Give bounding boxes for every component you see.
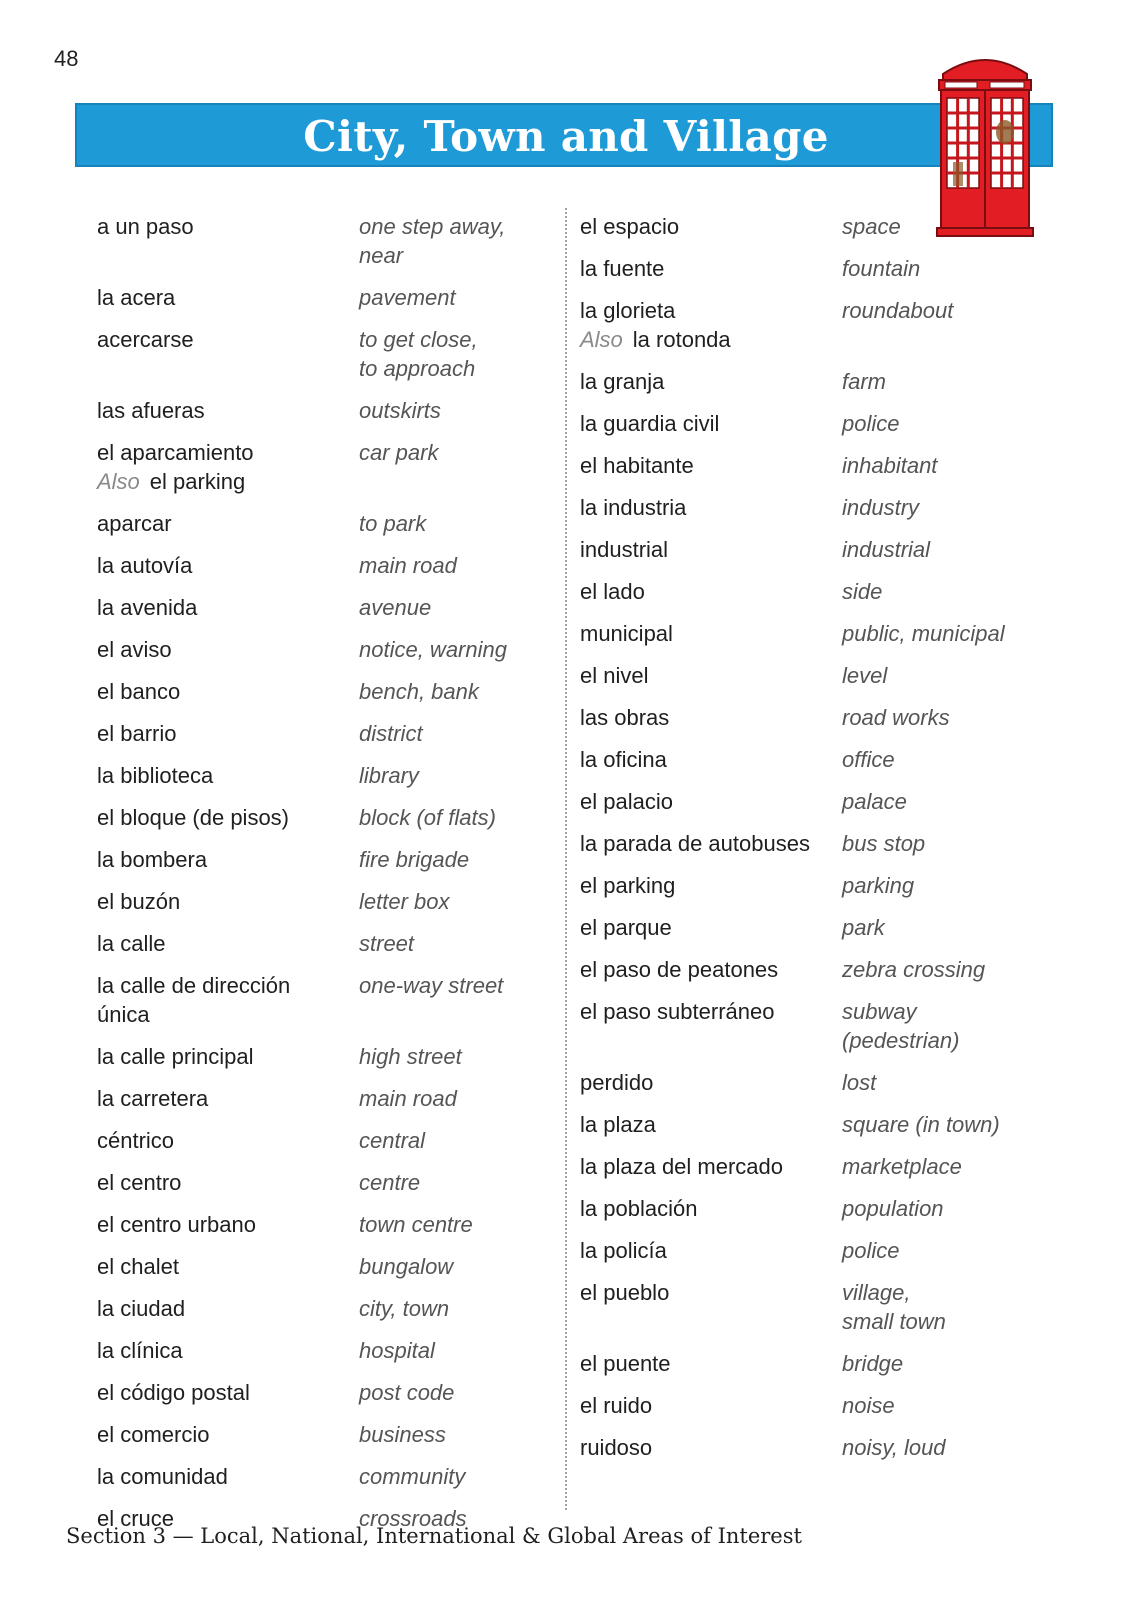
spanish-term — [580, 535, 842, 564]
spanish-term-text: el banco — [97, 679, 181, 704]
spanish-term — [580, 1433, 842, 1462]
english-translation: main road — [359, 553, 457, 578]
spanish-term — [97, 845, 359, 874]
spanish-term-text: acercarse — [97, 327, 194, 352]
english-translation: farm — [842, 369, 886, 394]
spanish-term — [580, 254, 842, 283]
spanish-term-text: la guardia civil — [580, 411, 720, 436]
english-translation: central — [359, 1128, 426, 1153]
vocab-entry — [97, 1420, 557, 1449]
spanish-term-text: el pueblo — [580, 1280, 670, 1305]
page-number: 48 — [54, 46, 79, 71]
english-translation: square (in town) — [842, 1112, 1000, 1137]
vocab-entry — [97, 761, 557, 790]
vocab-entry — [97, 887, 557, 916]
spanish-term-text: la avenida — [97, 595, 198, 620]
vocab-column-right — [580, 212, 1050, 1475]
spanish-term-text: el espacio — [580, 214, 680, 239]
spanish-term — [580, 661, 842, 690]
spanish-term — [97, 1294, 359, 1323]
spanish-term — [97, 971, 359, 1029]
spanish-term — [97, 887, 359, 916]
english-translation: marketplace — [842, 1154, 962, 1179]
vocab-entry — [580, 997, 1050, 1055]
vocab-entry — [580, 913, 1050, 942]
spanish-term-text: la granja — [580, 369, 665, 394]
spanish-term-text: el paso de peatones — [580, 957, 779, 982]
vocab-entry — [580, 409, 1050, 438]
vocab-entry — [580, 212, 1050, 241]
also-label: Also — [580, 327, 623, 352]
english-translation: level — [842, 663, 888, 688]
spanish-term-text: la bombera — [97, 847, 208, 872]
spanish-term — [97, 325, 359, 383]
spanish-term-text: el centro urbano — [97, 1212, 256, 1237]
spanish-term — [97, 1126, 359, 1155]
vocab-entry — [580, 1068, 1050, 1097]
spanish-term — [580, 367, 842, 396]
spanish-term — [97, 929, 359, 958]
english-translation: police — [842, 411, 900, 436]
spanish-term-text: el lado — [580, 579, 645, 604]
english-translation: to park — [359, 511, 427, 536]
spanish-term-text: la calle principal — [97, 1044, 254, 1069]
spanish-term-text: el chalet — [97, 1254, 179, 1279]
english-translation: town centre — [359, 1212, 473, 1237]
english-translation: subway (pedestrian) — [842, 999, 960, 1053]
title-banner — [75, 103, 1053, 167]
vocab-entry — [97, 971, 557, 1029]
vocab-entry — [97, 803, 557, 832]
spanish-term — [580, 1236, 842, 1265]
vocab-entry — [97, 396, 557, 425]
spanish-term — [580, 703, 842, 732]
section-footer: Section 3 — Local, National, International & Global Areas of Interest — [66, 1524, 802, 1548]
english-translation: bus stop — [842, 831, 926, 856]
spanish-term — [97, 803, 359, 832]
vocab-entry — [97, 1210, 557, 1239]
spanish-term-text: el cruce — [97, 1506, 175, 1531]
spanish-term-text: la comunidad — [97, 1464, 228, 1489]
spanish-term-text: la glorieta — [580, 298, 676, 323]
spanish-term-text: el barrio — [97, 721, 177, 746]
spanish-term-text: la calle — [97, 931, 166, 956]
vocab-entry — [580, 1152, 1050, 1181]
vocab-entry — [97, 1042, 557, 1071]
spanish-term-text: a un paso — [97, 214, 194, 239]
spanish-term-text: el puente — [580, 1351, 671, 1376]
spanish-term — [580, 871, 842, 900]
spanish-term-text: la policía — [580, 1238, 667, 1263]
spanish-term — [97, 509, 359, 538]
vocab-entry — [97, 1294, 557, 1323]
english-translation: main road — [359, 1086, 457, 1111]
spanish-term — [580, 1278, 842, 1336]
vocab-entry — [580, 955, 1050, 984]
vocab-entry — [580, 535, 1050, 564]
alternative-term: la rotonda — [632, 327, 731, 352]
spanish-term-text: céntrico — [97, 1128, 175, 1153]
english-translation: one-way street — [359, 973, 504, 998]
vocab-entry — [580, 703, 1050, 732]
vocab-entry — [97, 635, 557, 664]
spanish-term-text: el parking — [580, 873, 676, 898]
english-translation: bench, bank — [359, 679, 479, 704]
english-translation: community — [359, 1464, 466, 1489]
english-translation: village, small town — [842, 1280, 946, 1334]
spanish-term — [580, 1152, 842, 1181]
spanish-term — [580, 1068, 842, 1097]
vocab-entry — [97, 551, 557, 580]
spanish-term — [580, 745, 842, 774]
spanish-term-text: la población — [580, 1196, 698, 1221]
spanish-term — [580, 787, 842, 816]
english-translation: industrial — [842, 537, 931, 562]
spanish-term-text: industrial — [580, 537, 669, 562]
english-translation: city, town — [359, 1296, 450, 1321]
spanish-term-text: las afueras — [97, 398, 205, 423]
spanish-term — [97, 1210, 359, 1239]
english-translation: outskirts — [359, 398, 441, 423]
spanish-term-text: la ciudad — [97, 1296, 186, 1321]
spanish-term-text: el comercio — [97, 1422, 210, 1447]
vocab-entry — [97, 593, 557, 622]
spanish-term — [580, 619, 842, 648]
english-translation: notice, warning — [359, 637, 507, 662]
english-translation: high street — [359, 1044, 462, 1069]
vocab-entry — [580, 745, 1050, 774]
spanish-term — [580, 997, 842, 1055]
english-translation: crossroads — [359, 1506, 467, 1531]
spanish-term — [580, 493, 842, 522]
english-translation: noisy, loud — [842, 1435, 946, 1460]
english-translation: business — [359, 1422, 446, 1447]
english-translation: centre — [359, 1170, 421, 1195]
vocab-entry — [97, 325, 557, 383]
spanish-term-text: el código postal — [97, 1380, 250, 1405]
english-translation: lost — [842, 1070, 877, 1095]
vocab-entry — [580, 1194, 1050, 1223]
spanish-term — [580, 409, 842, 438]
english-translation: road works — [842, 705, 950, 730]
vocab-entry — [97, 1126, 557, 1155]
english-translation: public, municipal — [842, 621, 1005, 646]
vocab-entry — [580, 787, 1050, 816]
spanish-term — [580, 1391, 842, 1420]
vocab-entry — [97, 283, 557, 312]
vocab-entry — [580, 1391, 1050, 1420]
spanish-term-text: las obras — [580, 705, 670, 730]
spanish-term-text: municipal — [580, 621, 673, 646]
spanish-term — [97, 1042, 359, 1071]
spanish-term-text: la acera — [97, 285, 176, 310]
vocab-entry — [97, 1336, 557, 1365]
spanish-term — [97, 396, 359, 425]
spanish-term-text: la industria — [580, 495, 687, 520]
english-translation: street — [359, 931, 415, 956]
vocab-entry — [97, 509, 557, 538]
spanish-term — [580, 1110, 842, 1139]
spanish-term-text: la plaza — [580, 1112, 656, 1137]
spanish-term-text: la biblioteca — [97, 763, 214, 788]
spanish-term-text: el buzón — [97, 889, 181, 914]
spanish-term — [97, 761, 359, 790]
english-translation: noise — [842, 1393, 895, 1418]
vocab-entry — [580, 1278, 1050, 1336]
column-divider — [565, 208, 567, 1510]
spanish-term-text: aparcar — [97, 511, 172, 536]
spanish-term — [97, 635, 359, 664]
english-translation: fountain — [842, 256, 921, 281]
vocab-entry — [580, 577, 1050, 606]
spanish-term — [580, 451, 842, 480]
english-translation: district — [359, 721, 423, 746]
spanish-term-text: el nivel — [580, 663, 649, 688]
english-translation: parking — [842, 873, 915, 898]
spanish-term-text: el paso subterráneo — [580, 999, 775, 1024]
spanish-term-text: el aviso — [97, 637, 172, 662]
vocab-column-left — [97, 212, 557, 1546]
spanish-term-text: la parada de autobuses — [580, 831, 810, 856]
vocab-entry — [97, 719, 557, 748]
english-translation: car park — [359, 440, 439, 465]
spanish-term — [580, 955, 842, 984]
spanish-term — [580, 1349, 842, 1378]
vocab-entry — [580, 1236, 1050, 1265]
vocab-entry — [580, 619, 1050, 648]
english-translation: office — [842, 747, 895, 772]
spanish-term — [580, 829, 842, 858]
spanish-term — [97, 1420, 359, 1449]
english-translation: side — [842, 579, 883, 604]
spanish-term — [580, 913, 842, 942]
english-translation: block (of flats) — [359, 805, 496, 830]
telephone-box-icon — [935, 52, 1035, 238]
english-translation: post code — [359, 1380, 455, 1405]
vocab-entry — [97, 929, 557, 958]
spanish-term-text: el aparcamiento — [97, 440, 254, 465]
spanish-term-text: la autovía — [97, 553, 193, 578]
alternative-term: el parking — [149, 469, 246, 494]
spanish-term-text: el palacio — [580, 789, 673, 814]
english-translation: inhabitant — [842, 453, 938, 478]
vocab-entry — [97, 1378, 557, 1407]
spanish-term — [580, 577, 842, 606]
english-translation: one step away, near — [359, 214, 506, 268]
vocab-entry — [580, 367, 1050, 396]
english-translation: to get close, to approach — [359, 327, 478, 381]
vocab-entry — [580, 871, 1050, 900]
vocab-entry — [580, 493, 1050, 522]
page-title: City, Town and Village — [303, 112, 829, 161]
english-translation: roundabout — [842, 298, 954, 323]
spanish-term-text: perdido — [580, 1070, 654, 1095]
vocab-entry — [97, 1252, 557, 1281]
spanish-term — [97, 438, 359, 496]
english-translation: letter box — [359, 889, 450, 914]
english-translation: zebra crossing — [842, 957, 986, 982]
spanish-term — [97, 212, 359, 270]
spanish-term — [97, 1252, 359, 1281]
also-label: Also — [97, 469, 140, 494]
spanish-term — [97, 551, 359, 580]
spanish-term — [580, 1194, 842, 1223]
english-translation: palace — [842, 789, 907, 814]
vocab-entry — [580, 661, 1050, 690]
vocab-entry — [97, 1462, 557, 1491]
vocab-entry — [580, 451, 1050, 480]
vocab-entry — [580, 829, 1050, 858]
english-translation: bridge — [842, 1351, 904, 1376]
spanish-term — [97, 677, 359, 706]
spanish-term-text: la fuente — [580, 256, 665, 281]
vocab-entry — [580, 1349, 1050, 1378]
spanish-term-text: el parque — [580, 915, 672, 940]
english-translation: industry — [842, 495, 920, 520]
spanish-term — [580, 212, 842, 241]
vocab-entry — [97, 1084, 557, 1113]
english-translation: avenue — [359, 595, 432, 620]
english-translation: hospital — [359, 1338, 435, 1363]
vocab-entry — [580, 1433, 1050, 1462]
spanish-term — [97, 1462, 359, 1491]
english-translation: pavement — [359, 285, 456, 310]
spanish-term — [97, 1084, 359, 1113]
vocab-entry — [97, 845, 557, 874]
vocab-entry — [97, 212, 557, 270]
spanish-term-text: ruidoso — [580, 1435, 653, 1460]
spanish-term-text: la calle de dirección única — [97, 973, 291, 1027]
english-translation: library — [359, 763, 419, 788]
vocab-entry — [580, 1110, 1050, 1139]
spanish-term-text: la clínica — [97, 1338, 183, 1363]
spanish-term-text: el centro — [97, 1170, 182, 1195]
vocab-entry — [97, 438, 557, 496]
english-translation: park — [842, 915, 885, 940]
vocab-entry — [97, 1168, 557, 1197]
spanish-term — [580, 296, 842, 354]
spanish-term-text: la oficina — [580, 747, 667, 772]
spanish-term — [97, 1378, 359, 1407]
vocab-entry — [580, 254, 1050, 283]
spanish-term — [97, 1336, 359, 1365]
spanish-term — [97, 1168, 359, 1197]
spanish-term-text: el habitante — [580, 453, 694, 478]
english-translation: population — [842, 1196, 944, 1221]
english-translation: bungalow — [359, 1254, 454, 1279]
vocab-entry — [97, 677, 557, 706]
spanish-term — [97, 283, 359, 312]
spanish-term-text: la plaza del mercado — [580, 1154, 784, 1179]
spanish-term-text: la carretera — [97, 1086, 209, 1111]
spanish-term — [97, 593, 359, 622]
spanish-term-text: el bloque (de pisos) — [97, 805, 290, 830]
vocab-entry — [580, 296, 1050, 354]
english-translation: police — [842, 1238, 900, 1263]
english-translation: fire brigade — [359, 847, 470, 872]
english-translation: space — [842, 214, 901, 239]
spanish-term-text: el ruido — [580, 1393, 653, 1418]
spanish-term — [97, 719, 359, 748]
